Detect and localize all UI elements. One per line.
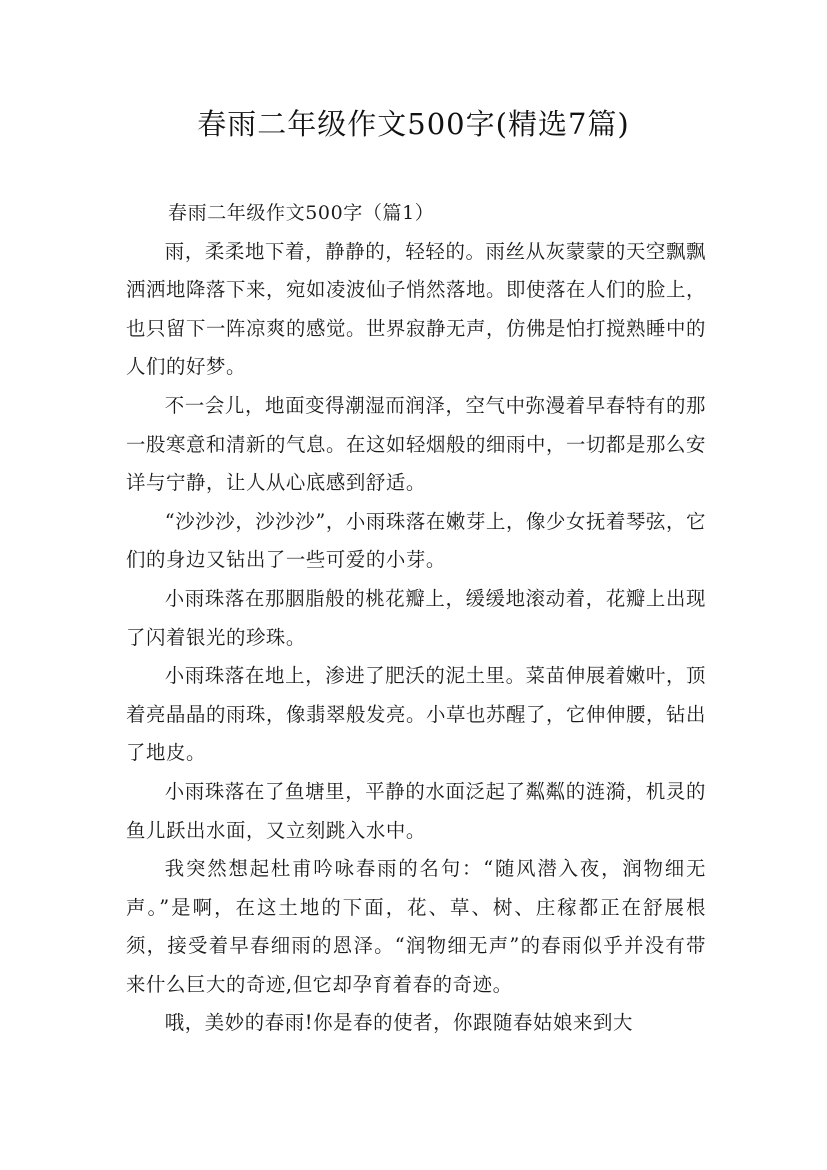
paragraph: 不一会儿，地面变得潮湿而润泽，空气中弥漫着早春特有的那一股寒意和清新的气息。在这如轻烟般的细雨中，一切都是那么安详与宁静，让人从心底感到舒适。 bbox=[126, 393, 706, 495]
document-body bbox=[126, 194, 706, 1043]
section-heading: 春雨二年级作文500字（篇1） bbox=[168, 202, 435, 224]
document-title: 春雨二年级作文500字(精选7篇) bbox=[197, 107, 630, 141]
paragraph: 小雨珠落在地上，渗进了肥沃的泥土里。菜苗伸展着嫩叶，顶着亮晶晶的雨珠，像翡翠般发亮。小草也苏醒了，它伸伸腰，钻出了地皮。 bbox=[126, 664, 706, 765]
paragraph: “沙沙沙，沙沙沙”，小雨珠落在嫩芽上，像少女抚着琴弦，它们的身边又钻出了一些可爱的小芽。 bbox=[126, 509, 706, 572]
paragraph: 雨，柔柔地下着，静静的，轻轻的。雨丝从灰蒙蒙的天空飘飘洒洒地降落下来，宛如凌波仙子悄然落地。即使落在人们的脸上，也只留下一阵凉爽的感觉。世界寂静无声，仿佛是怕打搅熟睡中的人们的好梦。 bbox=[126, 239, 706, 379]
paragraph: 哦，美妙的春雨!你是春的使者，你跟随春姑娘来到大 bbox=[164, 1011, 633, 1035]
paragraph: 小雨珠落在了鱼塘里，平静的水面泛起了粼粼的涟漪，机灵的鱼儿跃出水面，又立刻跳入水中。 bbox=[126, 779, 706, 842]
paragraph: 我突然想起杜甫吟咏春雨的名句：“随风潜入夜，润物细无声。”是啊，在这土地的下面，花、草、树、庄稼都正在舒展根须，接受着早春细雨的恩泽。“润物细无声”的春雨似乎并没有带来什么巨大的奇迹,但它却孕育着春的奇迹。 bbox=[126, 857, 706, 996]
paragraph: 小雨珠落在那胭脂般的桃花瓣上，缓缓地滚动着，花瓣上出现了闪着银光的珍珠。 bbox=[126, 586, 706, 649]
